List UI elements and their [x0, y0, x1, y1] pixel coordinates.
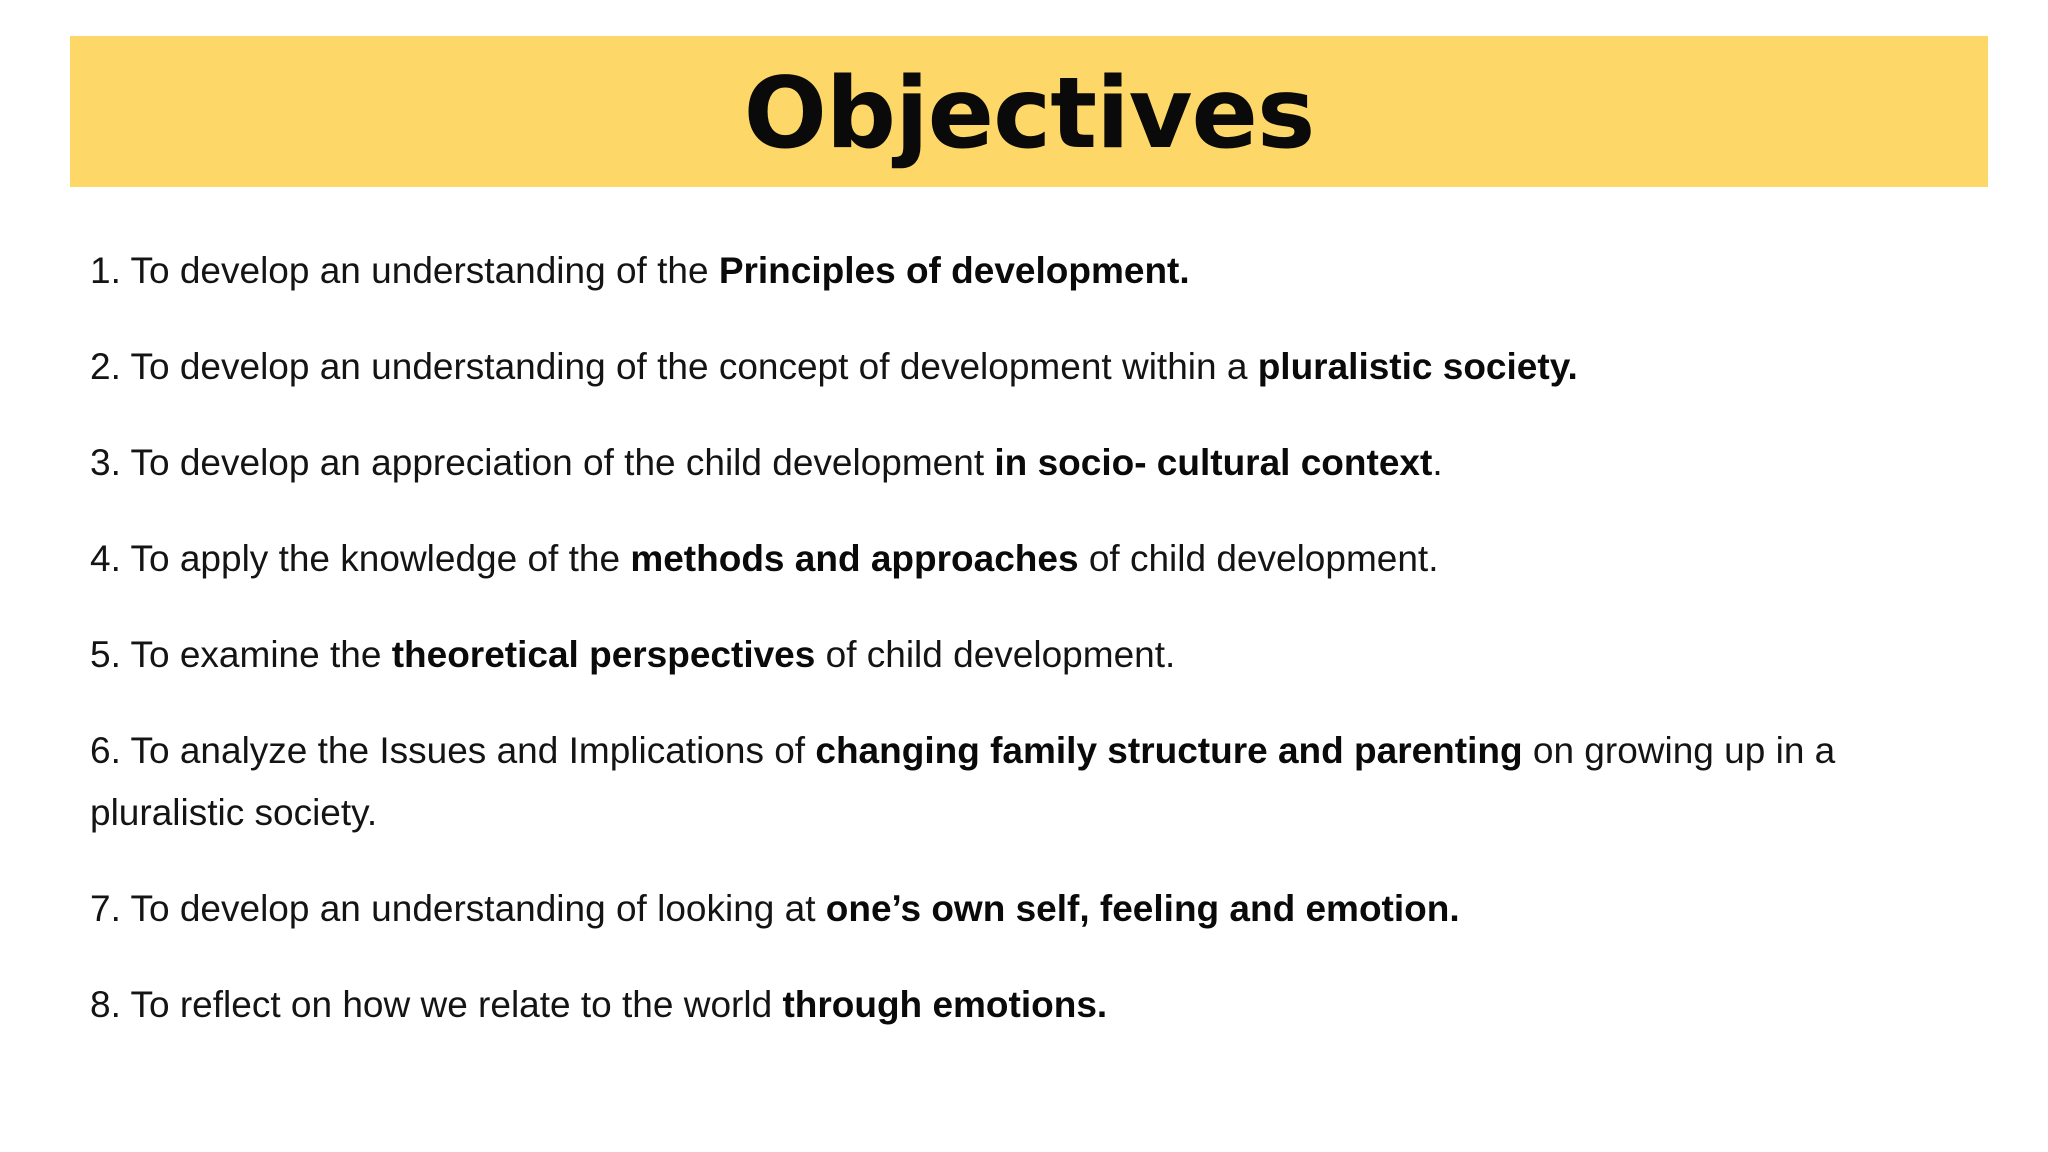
objective-item-5 — [90, 624, 1990, 686]
objective-text-end: on growing up in a pluralistic society. — [90, 730, 1836, 833]
objective-text-end: of child development. — [815, 634, 1176, 675]
objective-item-1 — [90, 240, 1990, 302]
objective-number: 2. — [90, 346, 121, 387]
objective-number: 7. — [90, 888, 121, 929]
objective-emphasis: changing family structure and parenting — [815, 730, 1523, 771]
objective-number: 5. — [90, 634, 121, 675]
objective-text: To apply the knowledge of the — [130, 538, 631, 579]
objective-text: To develop an understanding of looking at — [130, 888, 826, 929]
objective-emphasis: through emotions. — [782, 984, 1108, 1025]
objective-text-end: of child development. — [1078, 538, 1439, 579]
objective-text: To develop an appreciation of the child development — [130, 442, 995, 483]
objective-emphasis: in socio- cultural context — [994, 442, 1433, 483]
objective-item-7 — [90, 878, 1990, 940]
objective-item-8 — [90, 974, 1990, 1036]
objective-number: 6. — [90, 730, 121, 771]
slide-title: Objectives — [743, 56, 1315, 171]
objective-text: To develop an understanding of the — [130, 250, 719, 291]
objective-number: 4. — [90, 538, 121, 579]
objective-number: 8. — [90, 984, 121, 1025]
objective-item-3 — [90, 432, 1990, 494]
title-banner — [70, 36, 1988, 187]
objective-text: To develop an understanding of the concept of development within a — [130, 346, 1258, 387]
objectives-list — [90, 240, 1990, 1070]
objective-emphasis: pluralistic society. — [1257, 346, 1578, 387]
objective-item-2 — [90, 336, 1990, 398]
objective-number: 3. — [90, 442, 121, 483]
objective-emphasis: theoretical perspectives — [391, 634, 816, 675]
objective-emphasis: one’s own self, feeling and emotion. — [825, 888, 1460, 929]
objective-emphasis: methods and approaches — [630, 538, 1079, 579]
objective-number: 1. — [90, 250, 121, 291]
objective-text: To analyze the Issues and Implications of — [130, 730, 816, 771]
objective-item-4 — [90, 528, 1990, 590]
objective-text-end: . — [1432, 442, 1443, 483]
objective-text: To examine the — [130, 634, 392, 675]
objective-item-6 — [90, 720, 1990, 844]
objective-emphasis: Principles of development. — [718, 250, 1190, 291]
objective-text: To reflect on how we relate to the world — [130, 984, 783, 1025]
